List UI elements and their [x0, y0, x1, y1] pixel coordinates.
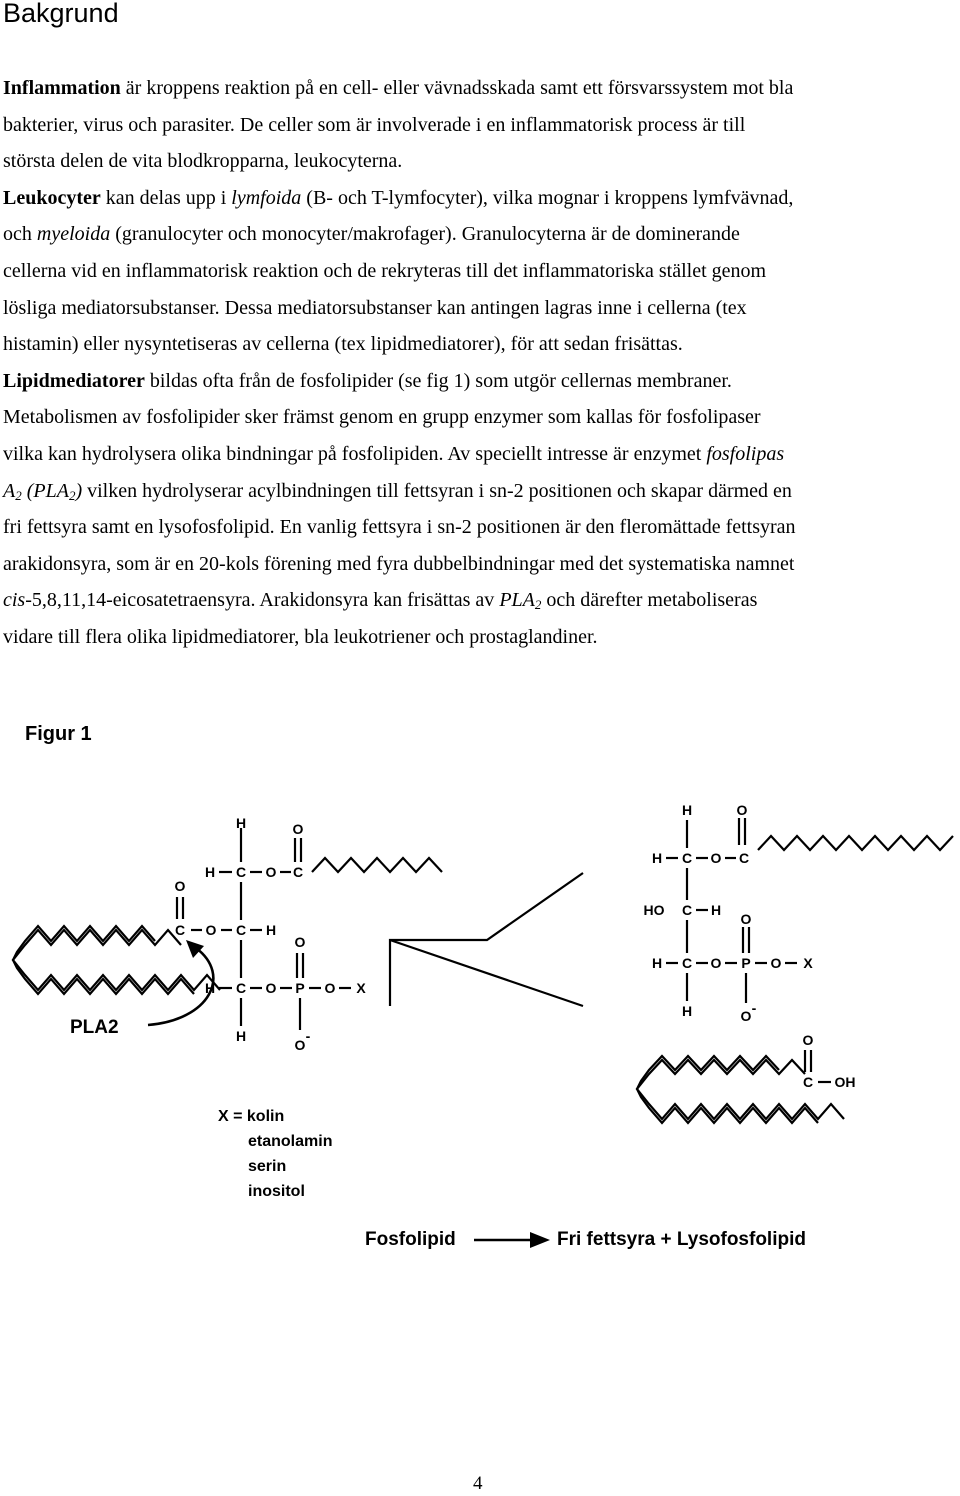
text-run: (PLA	[21, 479, 69, 502]
term-lipidmediatorer: Lipidmediatorer	[3, 369, 145, 392]
atom-label: X	[803, 955, 813, 971]
page-number: 4	[473, 1473, 483, 1494]
term-leukocyter: Leukocyter	[3, 186, 101, 209]
atom-label: O	[710, 850, 722, 866]
atom-label: H	[204, 864, 216, 880]
text-run: -5,8,11,14-eicosatetraensyra. Arakidonsyra kan frisättas av	[25, 589, 500, 612]
text-line: lösliga mediatorsubstanser. Dessa mediatorsubstanser kan antingen lagras inne i cellerna (tex	[3, 296, 747, 319]
term-fosfolipas: fosfolipas	[706, 442, 785, 465]
text-line	[3, 180, 958, 217]
text-run: och därefter metaboliseras	[541, 589, 758, 612]
atom-label: O	[770, 955, 782, 971]
text-line	[3, 582, 958, 619]
text-line: cellerna vid en inflammatorisk reaktion och de rekryteras till det inflammatoriska stället genom	[3, 259, 767, 282]
subscript: 2	[68, 487, 76, 503]
atom-label: C	[174, 922, 186, 938]
atom-label: C	[802, 1074, 814, 1090]
text-run: är kroppens reaktion på en cell- eller vävnadsskada samt ett försvarssystem mot bla	[120, 77, 794, 99]
text-run: (granulocyter och monocyter/makrofager). Granulocyterna är de dominerande	[110, 223, 740, 246]
term-pla2-inline	[499, 589, 541, 611]
atom-label: C	[235, 864, 247, 880]
atom-label: H	[681, 1003, 693, 1019]
text-line: bakterier, virus och parasiter. De celler som är involverade i en inflammatorisk process är till	[3, 113, 746, 136]
text-line: Metabolismen av fosfolipider sker främst genom en grupp enzymer som kallas för fosfolipaser	[3, 406, 761, 429]
summary-reactant: Fosfolipid	[365, 1229, 456, 1250]
free-fatty-acid-chain	[637, 1060, 844, 1119]
atom-label: C	[681, 955, 693, 971]
text-run: kan delas upp i	[100, 186, 232, 209]
atom-label: O	[740, 1008, 752, 1024]
x-list-item: inositol	[248, 1183, 305, 1200]
arachidonyl-chain	[13, 930, 220, 990]
subscript: 2	[15, 487, 22, 503]
atom-label: O	[740, 911, 752, 927]
atom-label: H	[204, 980, 216, 996]
text-run: vilken hydrolyserar acylbindningen till fettsyran i sn-2 positionen och skapar därmed en	[82, 479, 792, 502]
x-substituent-list	[218, 1104, 332, 1204]
x-list-item: serin	[248, 1158, 287, 1175]
body-paragraph	[3, 70, 958, 656]
text-line	[3, 363, 958, 400]
atom-label: H	[651, 955, 663, 971]
pla2-arrowhead	[186, 940, 204, 958]
atom-label: H	[651, 850, 663, 866]
atom-label: C	[235, 980, 247, 996]
atom-label: C	[235, 922, 247, 938]
acyl-chain	[312, 858, 442, 872]
atom-label: C	[681, 850, 693, 866]
text-run: PLA	[499, 589, 535, 612]
atom-label: O	[324, 980, 336, 996]
atom-label: O	[736, 802, 748, 818]
atom-label: C	[738, 850, 750, 866]
atom-label: O	[294, 1037, 306, 1053]
text-run: och	[3, 223, 37, 246]
atom-label: H	[681, 802, 693, 818]
x-list-first: X = kolin	[218, 1108, 285, 1125]
atom-label: O	[710, 955, 722, 971]
page-heading: Bakgrund	[3, 0, 119, 28]
atom-label: O	[174, 878, 186, 894]
atom-label: O	[294, 934, 306, 950]
reaction-fork	[390, 873, 583, 1006]
atom-label: C	[681, 902, 693, 918]
atom-label: O	[205, 922, 217, 938]
term-cis: cis	[3, 589, 26, 612]
atom-label: O	[265, 980, 277, 996]
atom-label: HO	[643, 902, 665, 918]
text-line: arakidonsyra, som är en 20-kols förening med fyra dubbelbindningar med det systematiska namnet	[3, 552, 795, 575]
free-double-bond-lines	[637, 1056, 818, 1123]
atom-label: P	[295, 980, 305, 996]
text-run: A	[3, 479, 16, 502]
atom-label: OH	[834, 1074, 856, 1090]
atom-label: O	[292, 821, 304, 837]
subscript: 2	[534, 597, 542, 613]
atom-label: X	[356, 980, 366, 996]
x-list-item: etanolamin	[248, 1133, 333, 1150]
double-bond-lines	[13, 926, 194, 994]
text-line	[3, 70, 958, 107]
atom-label: O	[802, 1032, 814, 1048]
text-run: vilka kan hydrolysera olika bindningar på fosfolipiden. Av speciellt intresse är enzymet	[3, 442, 707, 465]
atom-label: H	[710, 902, 722, 918]
lyso-acyl-chain	[758, 836, 953, 850]
text-run: bildas ofta från de fosfolipider (se fig 1) som utgör cellernas membraner.	[144, 369, 732, 392]
summary-arrowhead	[530, 1232, 550, 1248]
text-run: )	[75, 479, 83, 502]
atom-label: H	[235, 815, 247, 831]
atom-label: O	[265, 864, 277, 880]
term-pla2	[3, 480, 82, 502]
term-myeloida: myeloida	[36, 223, 111, 246]
text-line	[3, 473, 958, 510]
figure-title: Figur 1	[25, 723, 92, 745]
text-run: (B- och T-lymfocyter), vilka mognar i kroppens lymfvävnad,	[301, 186, 794, 209]
text-line	[3, 436, 958, 473]
enzyme-label-pla2: PLA2	[70, 1017, 119, 1038]
text-line: fri fettsyra samt en lysofosfolipid. En vanlig fettsyra i sn-2 positionen är den fleromättade fettsyran	[3, 516, 796, 539]
text-line: största delen de vita blodkropparna, leukocyterna.	[3, 150, 403, 173]
atom-label: H	[265, 922, 277, 938]
atom-label: C	[292, 864, 304, 880]
pla2-arrow	[148, 948, 216, 1025]
text-line	[3, 216, 958, 253]
text-line: histamin) eller nysyntetiseras av cellerna (tex lipidmediatorer), för att sedan frisättas.	[3, 333, 683, 356]
text-line: vidare till flera olika lipidmediatorer, bla leukotriener och prostaglandiner.	[3, 625, 598, 648]
atom-label: H	[235, 1028, 247, 1044]
atom-label: P	[741, 955, 751, 971]
summary-products: Fri fettsyra + Lysofosfolipid	[557, 1229, 806, 1250]
term-lymfoida: lymfoida	[231, 186, 302, 209]
term-inflammation: Inflammation	[3, 77, 121, 99]
charge-label: -	[751, 1000, 757, 1016]
charge-label: -	[305, 1028, 311, 1044]
